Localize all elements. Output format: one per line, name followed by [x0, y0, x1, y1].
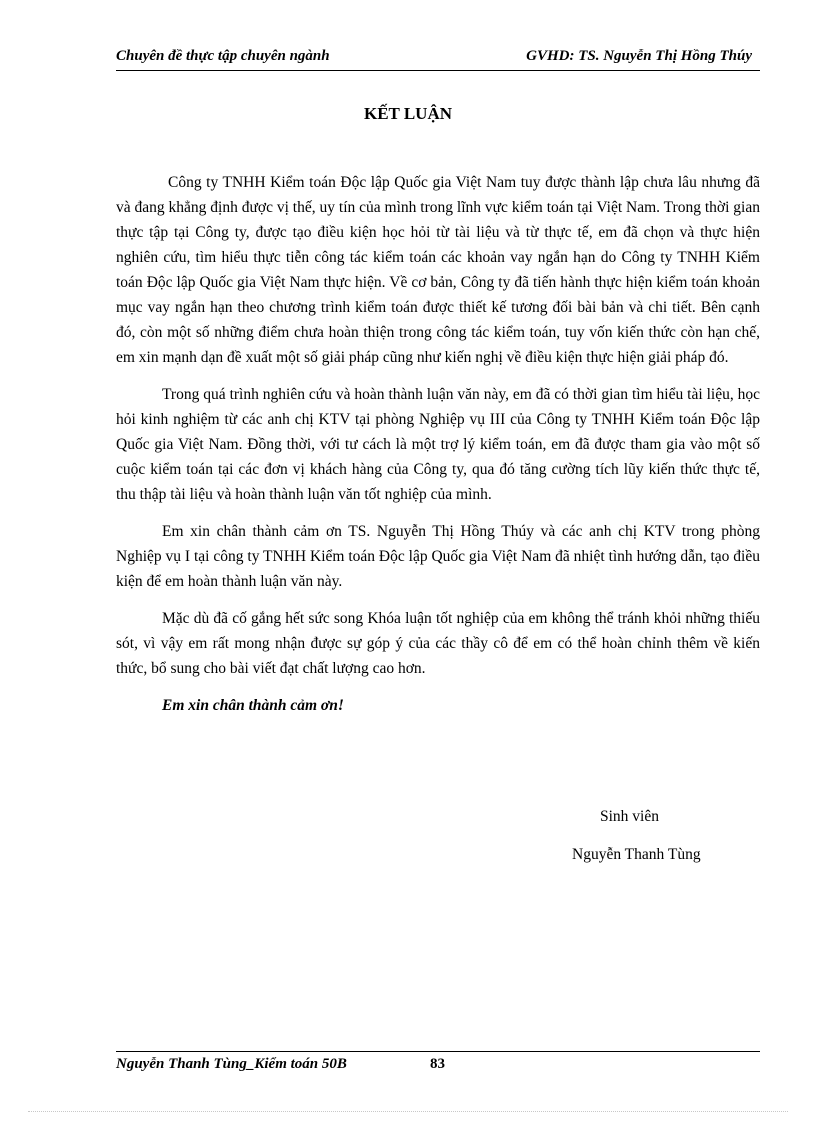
page-footer	[116, 1051, 760, 1076]
paragraph: Em xin chân thành cảm ơn TS. Nguyễn Thị Hồng Thúy và các anh chị KTV trong phòng Nghiệp vụ I tại công ty TNHH Kiểm toán Độc lập Quốc gia Việt Nam đã nhiệt tình hướng dẫn, tạo điều kiện để em hoàn thành luận văn này.	[116, 523, 760, 590]
closing-line: Em xin chân thành cảm ơn!	[162, 697, 344, 714]
paragraph: Công ty TNHH Kiểm toán Độc lập Quốc gia Việt Nam tuy được thành lập chưa lâu nhưng đã và đang khẳng định được vị thế, uy tín của mình trong lĩnh vực kiểm toán tại Việt Nam. Trong thời gian thực tập tại Công ty, được tạo điều kiện học hỏi từ tài liệu và từ thực tế, em đã chọn và thực hiện nghiên cứu, tìm hiểu thực tiễn công tác kiểm toán các khoản vay ngắn hạn do Công ty TNHH Kiểm toán Độc lập Quốc gia Việt Nam thực hiện. Về cơ bản, Công ty đã tiến hành thực hiện kiểm toán khoản mục vay ngắn hạn theo chương trình kiểm toán được thiết kế tương đối bài bản và chi tiết. Bên cạnh đó, còn một số những điểm chưa hoàn thiện trong công tác kiểm toán, tuy vốn kiến thức còn hạn chế, em xin mạnh dạn đề xuất một số giải pháp cũng như kiến nghị về điều kiện thực hiện giải pháp đó.	[116, 174, 760, 366]
header-supervisor: GVHD: TS. Nguyễn Thị Hồng Thúy	[526, 48, 752, 64]
signature-name: Nguyễn Thanh Tùng	[572, 846, 701, 863]
document-body	[116, 170, 760, 730]
footer-author: Nguyễn Thanh Tùng_Kiểm toán 50B	[116, 1056, 347, 1072]
page-number: 83	[430, 1056, 445, 1072]
header-topic: Chuyên đề thực tập chuyên ngành	[116, 48, 330, 64]
page-header	[116, 48, 760, 71]
bottom-dotted-divider	[28, 1111, 788, 1112]
paragraph: Mặc dù đã cố gắng hết sức song Khóa luận tốt nghiệp của em không thể tránh khỏi những thiếu sót, vì vậy em rất mong nhận được sự góp ý của các thầy cô để em có thể hoàn chỉnh thêm về kiến thức, bổ sung cho bài viết đạt chất lượng cao hơn.	[116, 610, 760, 677]
signature-role: Sinh viên	[600, 808, 659, 825]
page-title: KẾT LUẬN	[363, 104, 452, 123]
paragraph: Trong quá trình nghiên cứu và hoàn thành luận văn này, em đã có thời gian tìm hiểu tài liệu, học hỏi kinh nghiệm từ các anh chị KTV tại phòng Nghiệp vụ III của Công ty TNHH Kiểm toán Độc lập Quốc gia Việt Nam. Đồng thời, với tư cách là một trợ lý kiểm toán, em đã được tham gia vào một số cuộc kiểm toán tại các đơn vị khách hàng của Công ty, qua đó tăng cường tích lũy kiến thức thực tế, thu thập tài liệu và hoàn thành luận văn tốt nghiệp của mình.	[116, 386, 760, 503]
